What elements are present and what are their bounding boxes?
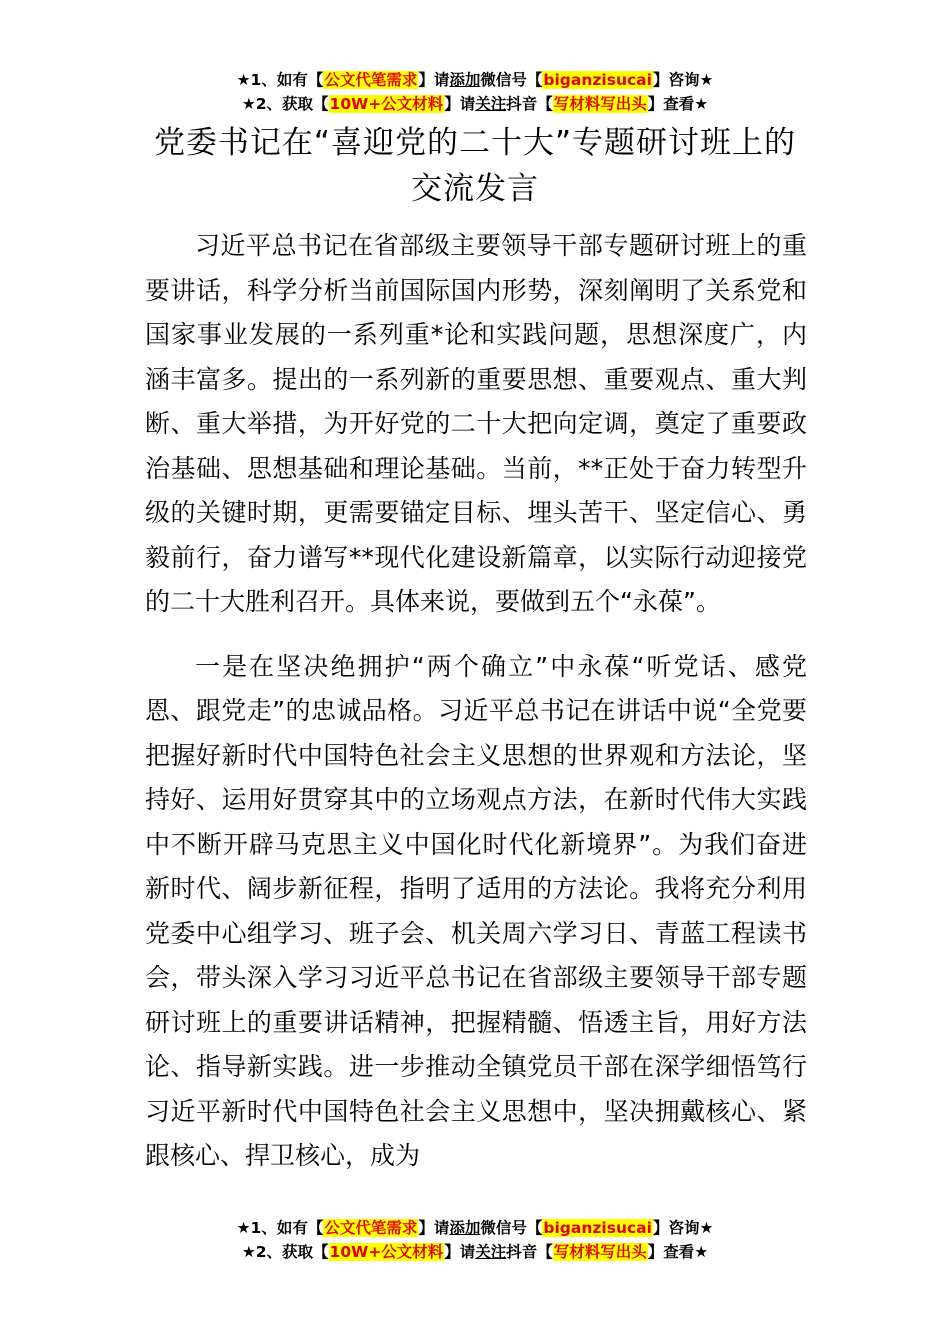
promo-line-1: ★1、如有【公文代笔需求】请添加微信号【biganzisucai】咨询★ [236,71,714,89]
promo-highlight: 公文代笔需求 [324,1219,418,1237]
promo-douyin-id: 写材料写出头 [553,1243,647,1261]
promo-wechat-id: biganzisucai [543,71,652,89]
promo-line-2: ★2、获取【10W+公文材料】请关注抖音【写材料写出头】查看★ [241,1243,709,1261]
promo-highlight: 10W+公文材料 [329,95,444,113]
promo-wechat-id: biganzisucai [543,1219,652,1237]
promo-line-1: ★1、如有【公文代笔需求】请添加微信号【biganzisucai】咨询★ [236,1219,714,1237]
paragraph: 习近平总书记在省部级主要领导干部专题研讨班上的重要讲话，科学分析当前国际国内形势，深刻阐明了关系党和国家事业发展的一系列重*论和实践问题，思想深度广，内涵丰富多。提出的一系列新的重要思想、重要观点、重大判断、重大举措，为开好党的二十大把向定调，奠定了重要政治基础、思想基础和理论基础。当前，**正处于奋力转型升级的关键时期，更需要锚定目标、埋头苦干、坚定信心、勇毅前行，奋力谱写**现代化建设新篇章，以实际行动迎接党的二十大胜利召开。具体来说，要做到五个“永葆”。 [145,231,807,616]
promo-highlight: 公文代笔需求 [324,71,418,89]
promo-banner-top [0,68,950,116]
document-body [145,224,807,1179]
promo-line-2: ★2、获取【10W+公文材料】请关注抖音【写材料写出头】查看★ [241,95,709,113]
paragraph: 一是在坚决绝拥护“两个确立”中永葆“听党话、感党恩、跟党走”的忠诚品格。习近平总书记在讲话中说“全党要把握好新时代中国特色社会主义思想的世界观和方法论，坚持好、运用好贯穿其中的立场观点方法，在新时代伟大实践中不断开辟马克思主义中国化时代化新境界”。为我们奋进新时代、阔步新征程，指明了适用的方法论。我将充分利用党委中心组学习、班子会、机关周六学习日、青蓝工程读书会，带头深入学习习近平总书记在省部级主要领导干部专题研讨班上的重要讲话精神，把握精髓、悟透主旨，用好方法论、指导新实践。进一步推动全镇党员干部在深学细悟笃行习近平新时代中国特色社会主义思想中，坚决拥戴核心、紧跟核心、捍卫核心，成为 [145,651,807,1170]
promo-banner-bottom [0,1216,950,1264]
promo-highlight: 10W+公文材料 [329,1243,444,1261]
document-title: 党委书记在“喜迎党的二十大”专题研讨班上的交流发言 [153,125,797,207]
promo-douyin-id: 写材料写出头 [553,95,647,113]
